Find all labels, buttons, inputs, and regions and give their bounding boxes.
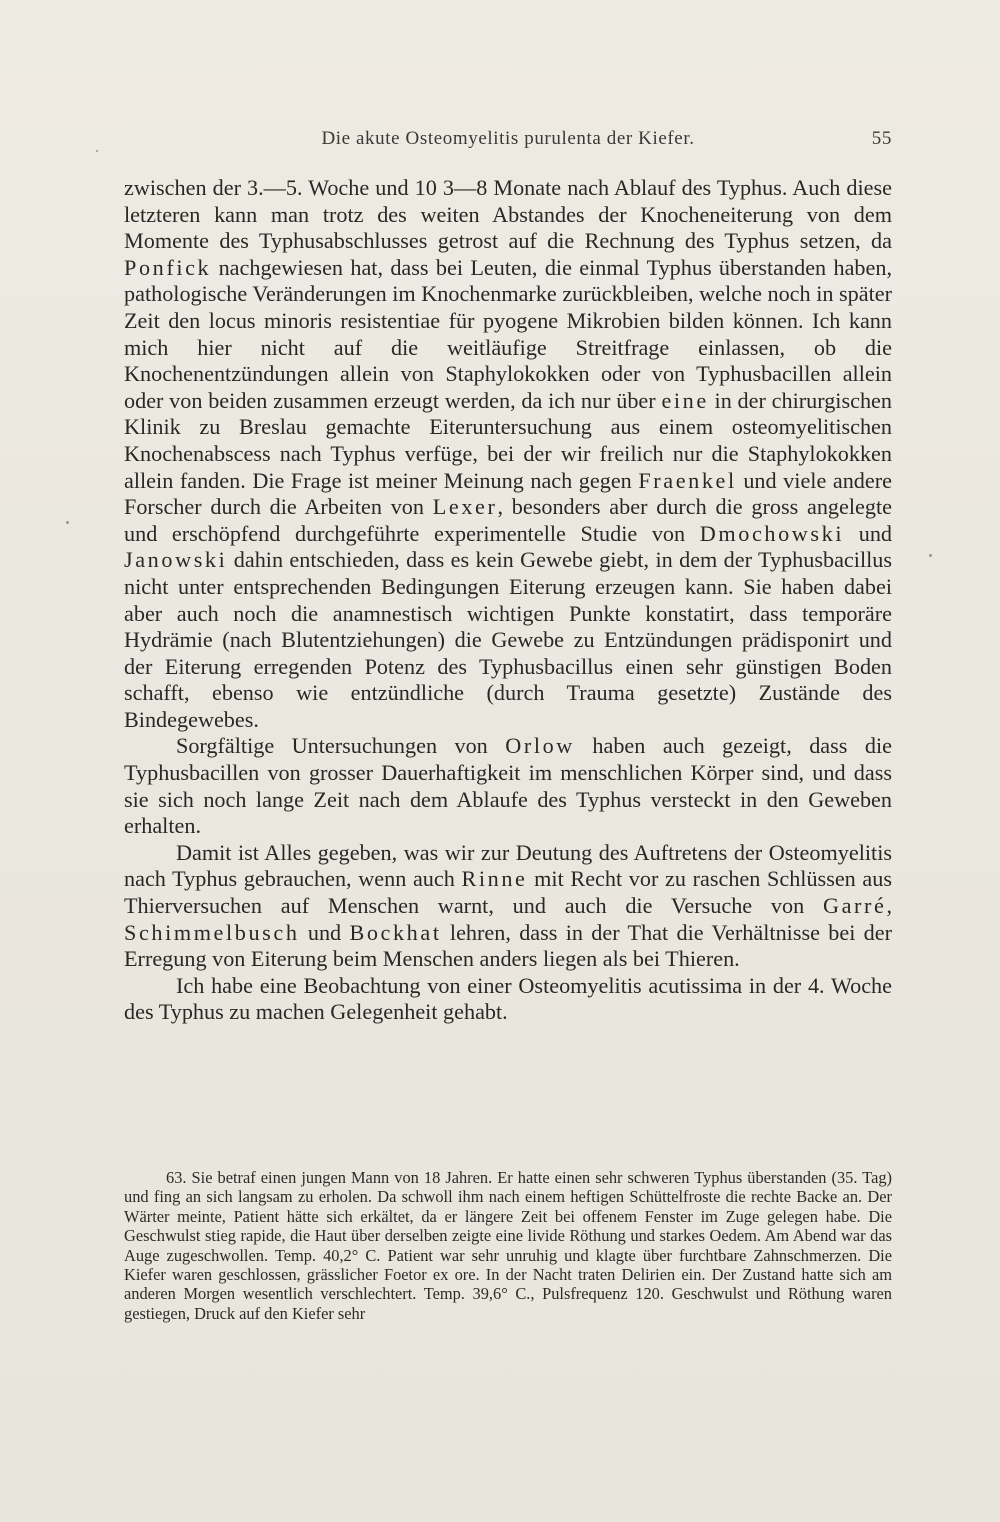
case-report-text: 63. Sie betraf einen jungen Mann von 18 Jahren. Er hatte einen sehr schweren Typhus überstanden (35. Tag) und fing an sich langsam zu erholen. Da schwoll ihm nach einem heftigen Schüttelfroste die rechte Backe an. Der Wärter meinte, Patient hätte sich erkältet, da er längere Zeit bei offenem Fenster im Zuge gelegen habe. Die Geschwulst stieg rapide, die Haut über derselben zeigte eine livide Röthung und starkes Oedem. Am Abend war das Auge zugeschwollen. Temp. 40,2° C. Patient war sehr unruhig und klagte über furchtbare Zahnschmerzen. Die Kiefer waren geschlossen, grässlicher Foetor ex ore. In der Nacht traten Delirien ein. Der Zustand hatte sich am anderen Morgen wesentlich verschlechtert. Temp. 39,6° C., Pulsfrequenz 120. Geschwulst und Röthung waren gestiegen, Druck auf den Kiefer sehr bbox=[124, 1168, 892, 1323]
author-name: Ponfick bbox=[124, 254, 212, 280]
author-name: Orlow bbox=[505, 733, 575, 759]
author-name: Janowski bbox=[124, 547, 228, 573]
paper-speck bbox=[96, 150, 98, 152]
paragraph: Ich habe eine Beobachtung von einer Osteomyelitis acutissima in der 4. Woche des Typhus zu machen Gelegenheit gehabt. bbox=[124, 972, 892, 1025]
author-name: Schimmelbusch bbox=[124, 919, 300, 945]
author-name: Lexer bbox=[432, 494, 498, 520]
paper-speck bbox=[66, 521, 69, 524]
page-number: 55 bbox=[871, 128, 892, 149]
paragraph: Damit ist Alles gegeben, was wir zur Deutung des Auftretens der Osteomyelitis nach Typhus gebrauchen, wenn auch Rinne mit Recht vor zu raschen Schlüssen aus Thierversuchen auf Menschen warnt, und auch die Versuche von Garré, Schimmelbusch und Bockhat lehren, dass in der That die Verhältnisse bei der Erregung von Eiterung beim Menschen anders liegen als bei Thieren. bbox=[124, 839, 892, 972]
paragraph: Sorgfältige Untersuchungen von Orlow haben auch gezeigt, dass die Typhusbacillen von grosser Dauerhaftigkeit im menschlichen Körper sind, und dass sie sich noch lange Zeit nach dem Ablaufe des Typhus versteckt in den Geweben erhalten. bbox=[124, 733, 892, 839]
author-name: Garré bbox=[822, 893, 887, 919]
paper-speck bbox=[929, 554, 932, 557]
running-header bbox=[124, 128, 892, 156]
author-name: Dmochowski bbox=[699, 520, 845, 546]
paragraph: zwischen der 3.—5. Woche und 10 3—8 Monate nach Ablauf des Typhus. Auch diese letzteren kann man trotz des weiten Abstandes der Knocheneiterung von dem Momente des Typhusabschlusses getrost auf die Rechnung des Typhus setzen, da Ponfick nachgewiesen hat, dass bei Leuten, die einmal Typhus überstanden haben, pathologische Veränderungen im Knochenmarke zurückbleiben, welche noch in später Zeit den locus minoris resistentiae für pyogene Mikrobien bilden können. Ich kann mich hier nicht auf die weitläufige Streitfrage einlassen, ob die Knochenentzündungen allein von Staphylokokken oder von Typhusbacillen allein oder von beiden zusammen erzeugt werden, da ich nur über eine in der chirurgischen Klinik zu Breslau gemachte Eiteruntersuchung aus einem osteomyelitischen Knochenabscess nach Typhus verfüge, bei der wir freilich nur die Staphylokokken allein fanden. Die Frage ist meiner Meinung nach gegen Fraenkel und viele andere Forscher durch die Arbeiten von Lexer, besonders aber durch die gross angelegte und erschöpfend durchgeführte experimentelle Studie von Dmochowski und Janowski dahin entschieden, dass es kein Gewebe giebt, in dem der Typhusbacillus nicht unter entsprechenden Bedingungen Eiterung erzeugen kann. Sie haben dabei aber auch noch die anamnestisch wichtigen Punkte konstatirt, dass temporäre Hydrämie (nach Blutentziehungen) die Gewebe zu Entzündungen prädisponirt und der Eiterung erregenden Potenz des Typhusbacillus einen sehr günstigen Boden schafft, ebenso wie entzündliche (durch Trauma gesetzte) Zustände des Bindegewebes. bbox=[124, 175, 893, 732]
author-name: Bockhat bbox=[349, 919, 442, 945]
case-report bbox=[124, 1168, 892, 1323]
author-name: Rinne bbox=[461, 866, 528, 892]
running-title: Die akute Osteomyelitis purulenta der Kiefer. bbox=[321, 128, 695, 149]
author-name: Fraenkel bbox=[638, 467, 737, 493]
emphasis: eine bbox=[661, 387, 709, 413]
body-text bbox=[124, 175, 892, 1026]
